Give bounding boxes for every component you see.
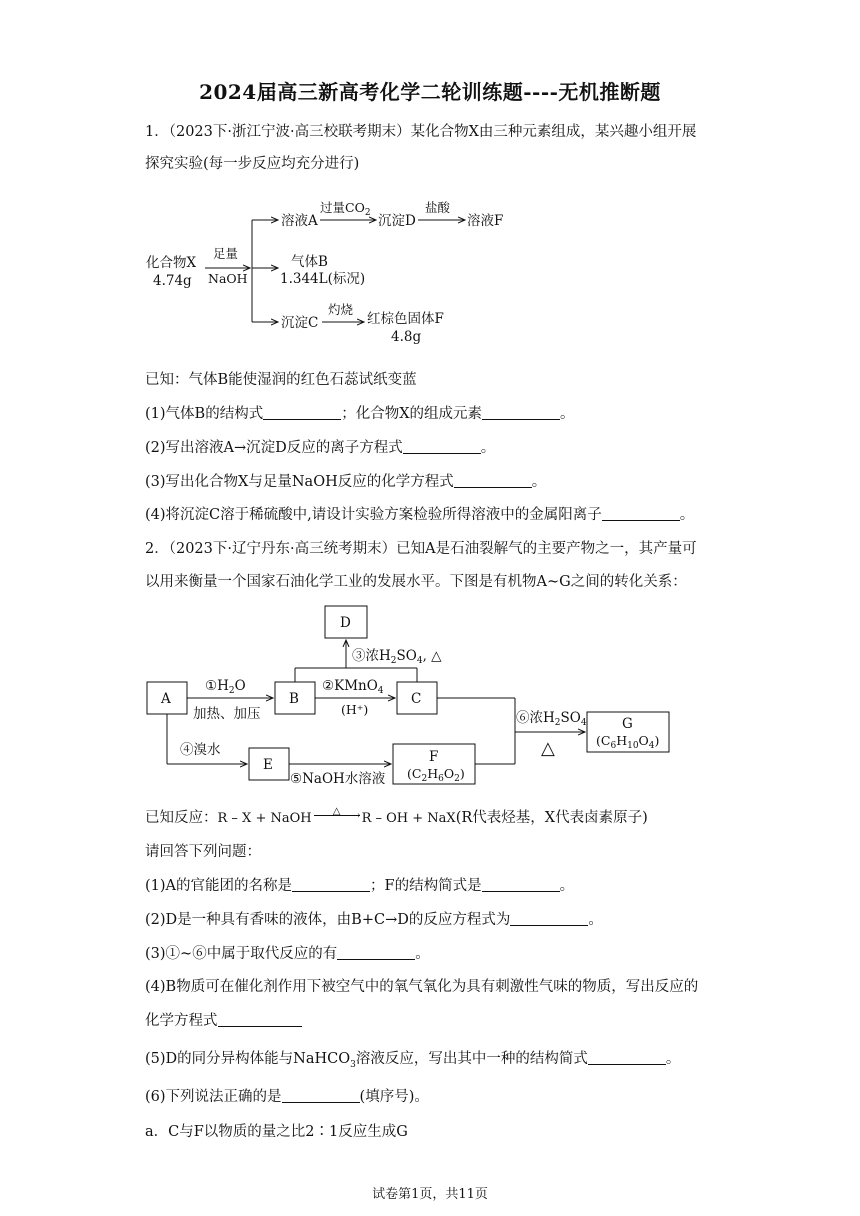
label-e: E xyxy=(263,757,273,773)
formula-f: $(C_2H_6O_2)$ xyxy=(407,766,465,784)
q1-flow-diagram xyxy=(0,190,860,350)
compound-x-label: 化合物X xyxy=(146,255,197,271)
answer-blank[interactable] xyxy=(510,911,588,926)
answer-blank[interactable] xyxy=(403,439,481,454)
step1-condition: 加热、加压 xyxy=(193,706,261,722)
heat-arrow-icon: △ › xyxy=(312,806,362,817)
q2-question6: (6)下列说法正确的是 (填序号)。 xyxy=(145,1089,429,1105)
gas-b-volume: 1.344L(标况) xyxy=(280,271,366,287)
compound-x-mass: 4.74g xyxy=(153,273,192,289)
label-d: D xyxy=(340,615,351,631)
solution-a: 溶液A xyxy=(281,213,318,229)
step6-label: ⑥浓$H_2SO_4$ xyxy=(516,710,587,728)
q2-intro-line2: 以用来衡量一个国家石油化学工业的发展水平。下图是有机物A~G之间的转化关系： xyxy=(145,574,687,590)
answer-blank[interactable] xyxy=(292,877,370,892)
q1-question2: (2)写出溶液A→沉淀D反应的离子方程式 。 xyxy=(145,440,496,456)
step2-condition: (H⁺) xyxy=(341,702,369,717)
precipitate-c: 沉淀C xyxy=(281,315,319,331)
q2-question2: (2)D是一种具有香味的液体，由B+C→D的反应方程式为 。 xyxy=(145,912,603,928)
q2-question4-line2: 化学方程式 xyxy=(145,1009,302,1030)
answer-blank[interactable] xyxy=(282,1088,360,1103)
step1-label: $①H_2O$ xyxy=(205,678,246,696)
answer-blank[interactable] xyxy=(263,405,341,420)
reagent-excess: 足量 xyxy=(213,246,239,261)
answer-blank[interactable] xyxy=(482,405,560,420)
q2-known-reaction: 已知反应：R – X + NaOH △ › R – OH + NaX(R代表烃基，X代表卤素原子) xyxy=(145,806,648,826)
hcl-label: 盐酸 xyxy=(425,200,451,215)
q2-question5: (5)D的同分异构体能与NaHCO$_3$溶液反应，写出其中一种的结构简式 。 xyxy=(145,1051,681,1070)
label-b: B xyxy=(289,691,299,707)
label-c: C xyxy=(411,691,422,707)
step4-label: ④溴水 xyxy=(180,742,221,758)
q2-option-a: a．C与F以物质的量之比2∶1反应生成G xyxy=(145,1124,408,1140)
reagent-naoh: NaOH xyxy=(208,271,248,286)
answer-blank[interactable] xyxy=(218,1012,302,1027)
q1-intro-line2: 探究实验(每一步反应均充分进行) xyxy=(145,156,360,172)
q2-intro-line1: 2．（2023下·辽宁丹东·高三统考期末）已知A是石油裂解气的主要产物之一，其产量可 xyxy=(145,541,697,557)
red-brown-solid: 红棕色固体F xyxy=(367,311,444,327)
answer-blank[interactable] xyxy=(482,877,560,892)
heat-triangle-icon: △ xyxy=(541,738,555,759)
q1-question3: (3)写出化合物X与足量NaOH反应的化学方程式 。 xyxy=(145,474,547,490)
precipitate-d: 沉淀D xyxy=(378,213,416,229)
q2-question1: (1)A的官能团的名称是 ；F的结构简式是 。 xyxy=(145,878,575,894)
page-footer: 试卷第1页，共11页 xyxy=(372,1187,488,1202)
q2-question4-line1: (4)B物质可在催化剂作用下被空气中的氧气氧化为具有刺激性气味的物质，写出反应的 xyxy=(145,979,699,995)
label-f: F xyxy=(429,749,439,765)
label-a: A xyxy=(161,691,171,707)
q1-question1: (1)气体B的结构式 ；化合物X的组成元素 。 xyxy=(145,406,575,422)
step2-label: ②KMnO$_4$ xyxy=(322,678,384,696)
gas-b: 气体B xyxy=(291,254,328,270)
solution-f: 溶液F xyxy=(467,213,504,229)
answer-blank[interactable] xyxy=(602,506,680,521)
answer-blank[interactable] xyxy=(454,473,532,488)
q2-flow-diagram xyxy=(0,598,860,798)
step3-label: ③浓$H_2SO_4$, △ xyxy=(352,648,442,666)
solid-mass: 4.8g xyxy=(391,329,422,345)
q2-question3: (3)①~⑥中属于取代反应的有 。 xyxy=(145,946,430,962)
label-g: G xyxy=(622,716,633,732)
step5-label: ⑤NaOH水溶液 xyxy=(290,771,386,787)
q1-intro-line1: 1．（2023下·浙江宁波·高三校联考期末）某化合物X由三种元素组成，某兴趣小组开展 xyxy=(145,124,697,140)
answer-blank[interactable] xyxy=(337,945,415,960)
burn-label: 灼烧 xyxy=(328,302,354,317)
page-title: 2024届高三新高考化学二轮训练题----无机推断题 xyxy=(199,80,661,104)
q2-please-answer: 请回答下列问题： xyxy=(145,844,261,860)
q1-question4: (4)将沉淀C溶于稀硫酸中,请设计实验方案检验所得溶液中的金属阳离子 。 xyxy=(145,507,695,523)
formula-g: $(C_6H_{10}O_4)$ xyxy=(596,733,660,751)
answer-blank[interactable] xyxy=(588,1050,666,1065)
co2-label: 过量$CO_2$ xyxy=(320,200,371,218)
q1-known: 已知：气体B能使湿润的红色石蕊试纸变蓝 xyxy=(145,372,417,388)
